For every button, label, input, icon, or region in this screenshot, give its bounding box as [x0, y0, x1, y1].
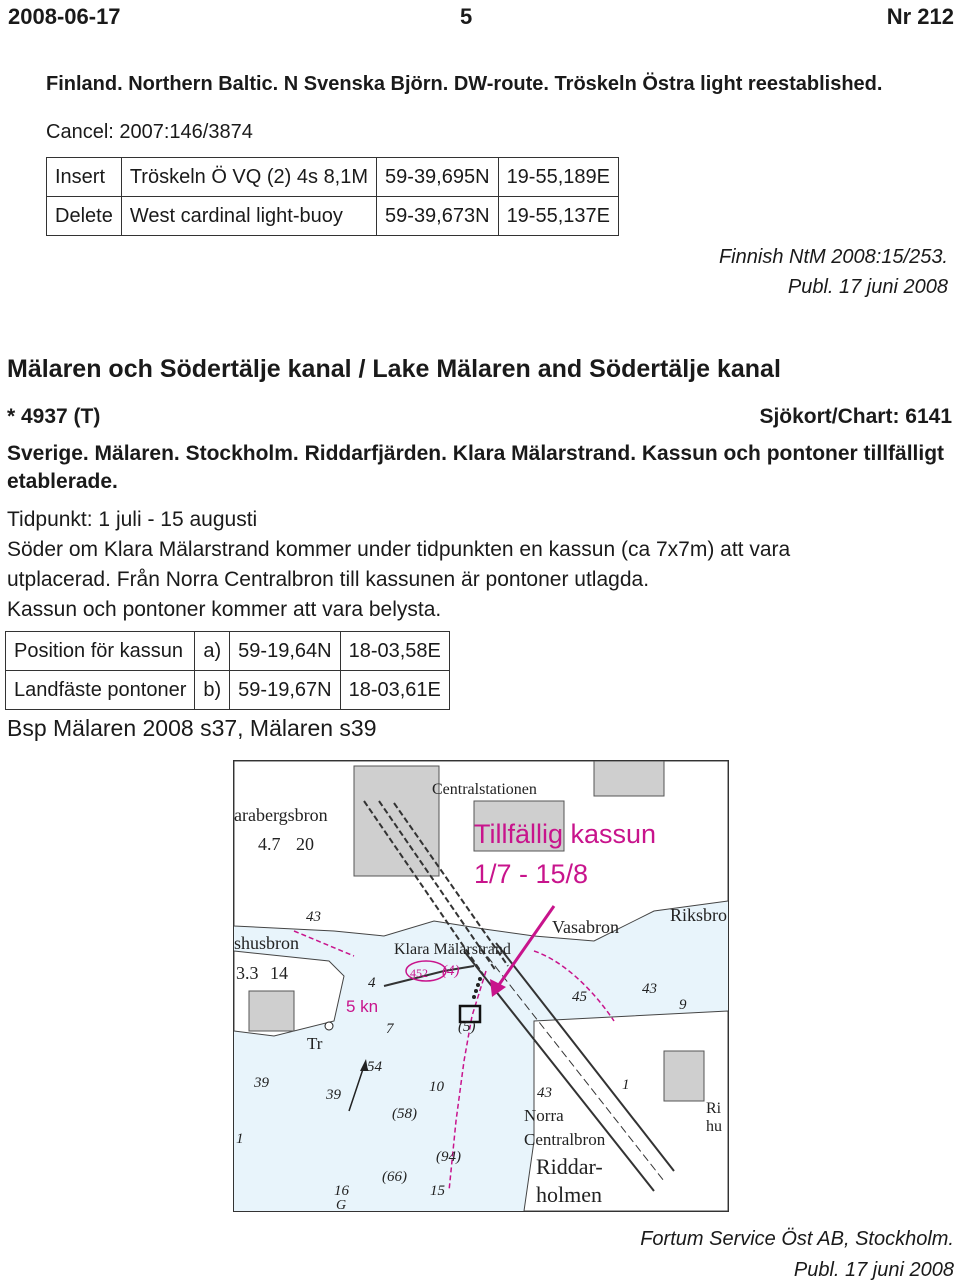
table-row: [47, 197, 619, 236]
label-shusbron: shusbron: [234, 933, 300, 953]
table-cell: Delete: [47, 197, 122, 236]
notice1-title: Finland. Northern Baltic. N Svenska Björn. DW-route. Tröskeln Östra light reestablished.: [46, 73, 883, 95]
depth-sounding: 4: [368, 975, 376, 991]
depth-sounding: 39: [326, 1087, 341, 1103]
table-cell: 59-39,695N: [377, 158, 499, 197]
depth-sounding: 43: [306, 909, 321, 925]
label-clearance-2: 3.3: [236, 963, 259, 983]
notice2-subject: Sverige. Mälaren. Stockholm. Riddarfjärden. Klara Mälarstrand. Kassun och pontoner tillfälligt etablerade.: [7, 442, 945, 493]
table-cell: Tröskeln Ö VQ (2) 4s 8,1M: [121, 158, 376, 197]
notice1-source: Finnish NtM 2008:15/253.: [718, 246, 948, 268]
table-cell: West cardinal light-buoy: [121, 197, 376, 236]
notice1-cancel: Cancel: 2007:146/3874: [46, 121, 253, 143]
table-cell: Insert: [47, 158, 122, 197]
nautical-chart-excerpt: [233, 760, 729, 1212]
table-cell: 19-55,137E: [498, 197, 618, 236]
depth-sounding: 9: [679, 997, 687, 1013]
body-line: Kassun och pontoner kommer att vara belysta.: [7, 598, 442, 621]
depth-sounding: (58): [392, 1106, 417, 1122]
label-buoy-452: 452: [410, 966, 428, 980]
building: [249, 991, 294, 1031]
label-width: 20: [296, 834, 314, 854]
table-cell: b): [195, 671, 230, 710]
fairway-line: [294, 931, 354, 956]
label-kassun-dates: 1/7 - 15/8: [474, 859, 589, 889]
label-riksbron: Riksbro: [670, 905, 728, 925]
depth-sounding: 1: [236, 1131, 244, 1147]
quay-line: [384, 966, 474, 986]
notice2-reference: Bsp Mälaren 2008 s37, Mälaren s39: [7, 715, 377, 741]
depth-sounding: G: [336, 1198, 347, 1211]
fairway-line: [534, 951, 614, 1021]
label-speed-limit: 5 kn: [346, 997, 379, 1016]
label-riddarholmen-1: Riddar-: [536, 1154, 603, 1179]
label-centralbron: Centralbron: [524, 1130, 606, 1149]
depth-sounding: 54: [367, 1059, 382, 1075]
depth-sounding: (66): [382, 1169, 407, 1185]
header-date: 2008-06-17: [8, 4, 121, 29]
label-depth: (4): [442, 963, 460, 979]
table-row: [6, 671, 450, 710]
pontoon-marker: [472, 995, 476, 999]
table-cell: 59-19,67N: [230, 671, 340, 710]
table-cell: Landfäste pontoner: [6, 671, 195, 710]
pontoon-marker: [478, 977, 482, 981]
notice2-id: * 4937 (T): [7, 405, 101, 428]
label-ri: Ri: [706, 1100, 722, 1117]
notice2-body: [7, 505, 957, 625]
tower-symbol: [325, 1022, 333, 1030]
label-tower: Tr: [307, 1034, 323, 1053]
label-hu: hu: [706, 1118, 722, 1135]
label-arabergsbron: arabergsbron: [234, 805, 328, 825]
table-row: [6, 632, 450, 671]
label-centralstationen: Centralstationen: [432, 781, 537, 798]
body-line: Söder om Klara Mälarstrand kommer under tidpunkten en kassun (ca 7x7m) att vara: [7, 538, 791, 561]
current-arrow: [349, 1066, 364, 1111]
table-cell: 18-03,61E: [340, 671, 449, 710]
label-riddarholmen-2: holmen: [536, 1182, 602, 1207]
depth-sounding: 45: [572, 989, 587, 1005]
depth-sounding: 16: [334, 1183, 349, 1199]
notice2-table: [5, 631, 450, 710]
notice1-publ: Publ. 17 juni 2008: [787, 276, 948, 298]
footer-source: Fortum Service Öst AB, Stockholm.: [640, 1228, 954, 1250]
label-klara-malarstrand: Klara Mälarstrand: [394, 941, 511, 958]
table-cell: 59-39,673N: [377, 197, 499, 236]
table-cell: Position för kassun: [6, 632, 195, 671]
depth-sounding: 1: [622, 1077, 630, 1093]
building: [594, 761, 664, 796]
table-cell: 59-19,64N: [230, 632, 340, 671]
section-heading: Mälaren och Södertälje kanal / Lake Mälaren and Södertälje kanal: [7, 355, 781, 383]
table-cell: 19-55,189E: [498, 158, 618, 197]
table-cell: a): [195, 632, 230, 671]
depth-sounding: 10: [429, 1079, 444, 1095]
issue-number: Nr 212: [886, 4, 954, 29]
building: [354, 766, 439, 876]
table-row: [47, 158, 619, 197]
label-norra: Norra: [524, 1106, 564, 1125]
pontoon-marker: [474, 989, 478, 993]
page-number: 5: [460, 4, 473, 29]
label-width-2: 14: [270, 963, 288, 983]
depth-sounding: 15: [430, 1183, 445, 1199]
body-line: Tidpunkt: 1 juli - 15 augusti: [7, 508, 258, 531]
building: [664, 1051, 704, 1101]
pontoon-marker: [476, 983, 480, 987]
table-cell: 18-03,58E: [340, 632, 449, 671]
notice2-chart: Sjökort/Chart: 6141: [759, 405, 952, 428]
depth-sounding: (5): [458, 1019, 476, 1035]
depth-sounding: 39: [254, 1075, 269, 1091]
label-tillfallig-kassun: Tillfällig kassun: [474, 819, 657, 849]
label-clearance: 4.7: [258, 834, 281, 854]
depth-sounding: 43: [537, 1085, 552, 1101]
label-vasabron: Vasabron: [552, 917, 619, 937]
depth-sounding: 43: [642, 981, 657, 997]
depth-sounding: 7: [386, 1021, 394, 1037]
footer-publ: Publ. 17 juni 2008: [793, 1259, 954, 1281]
depth-sounding: (94): [436, 1149, 461, 1165]
body-line: utplacerad. Från Norra Centralbron till kassunen är pontoner utlagda.: [7, 568, 650, 591]
notice1-table: [46, 157, 619, 236]
